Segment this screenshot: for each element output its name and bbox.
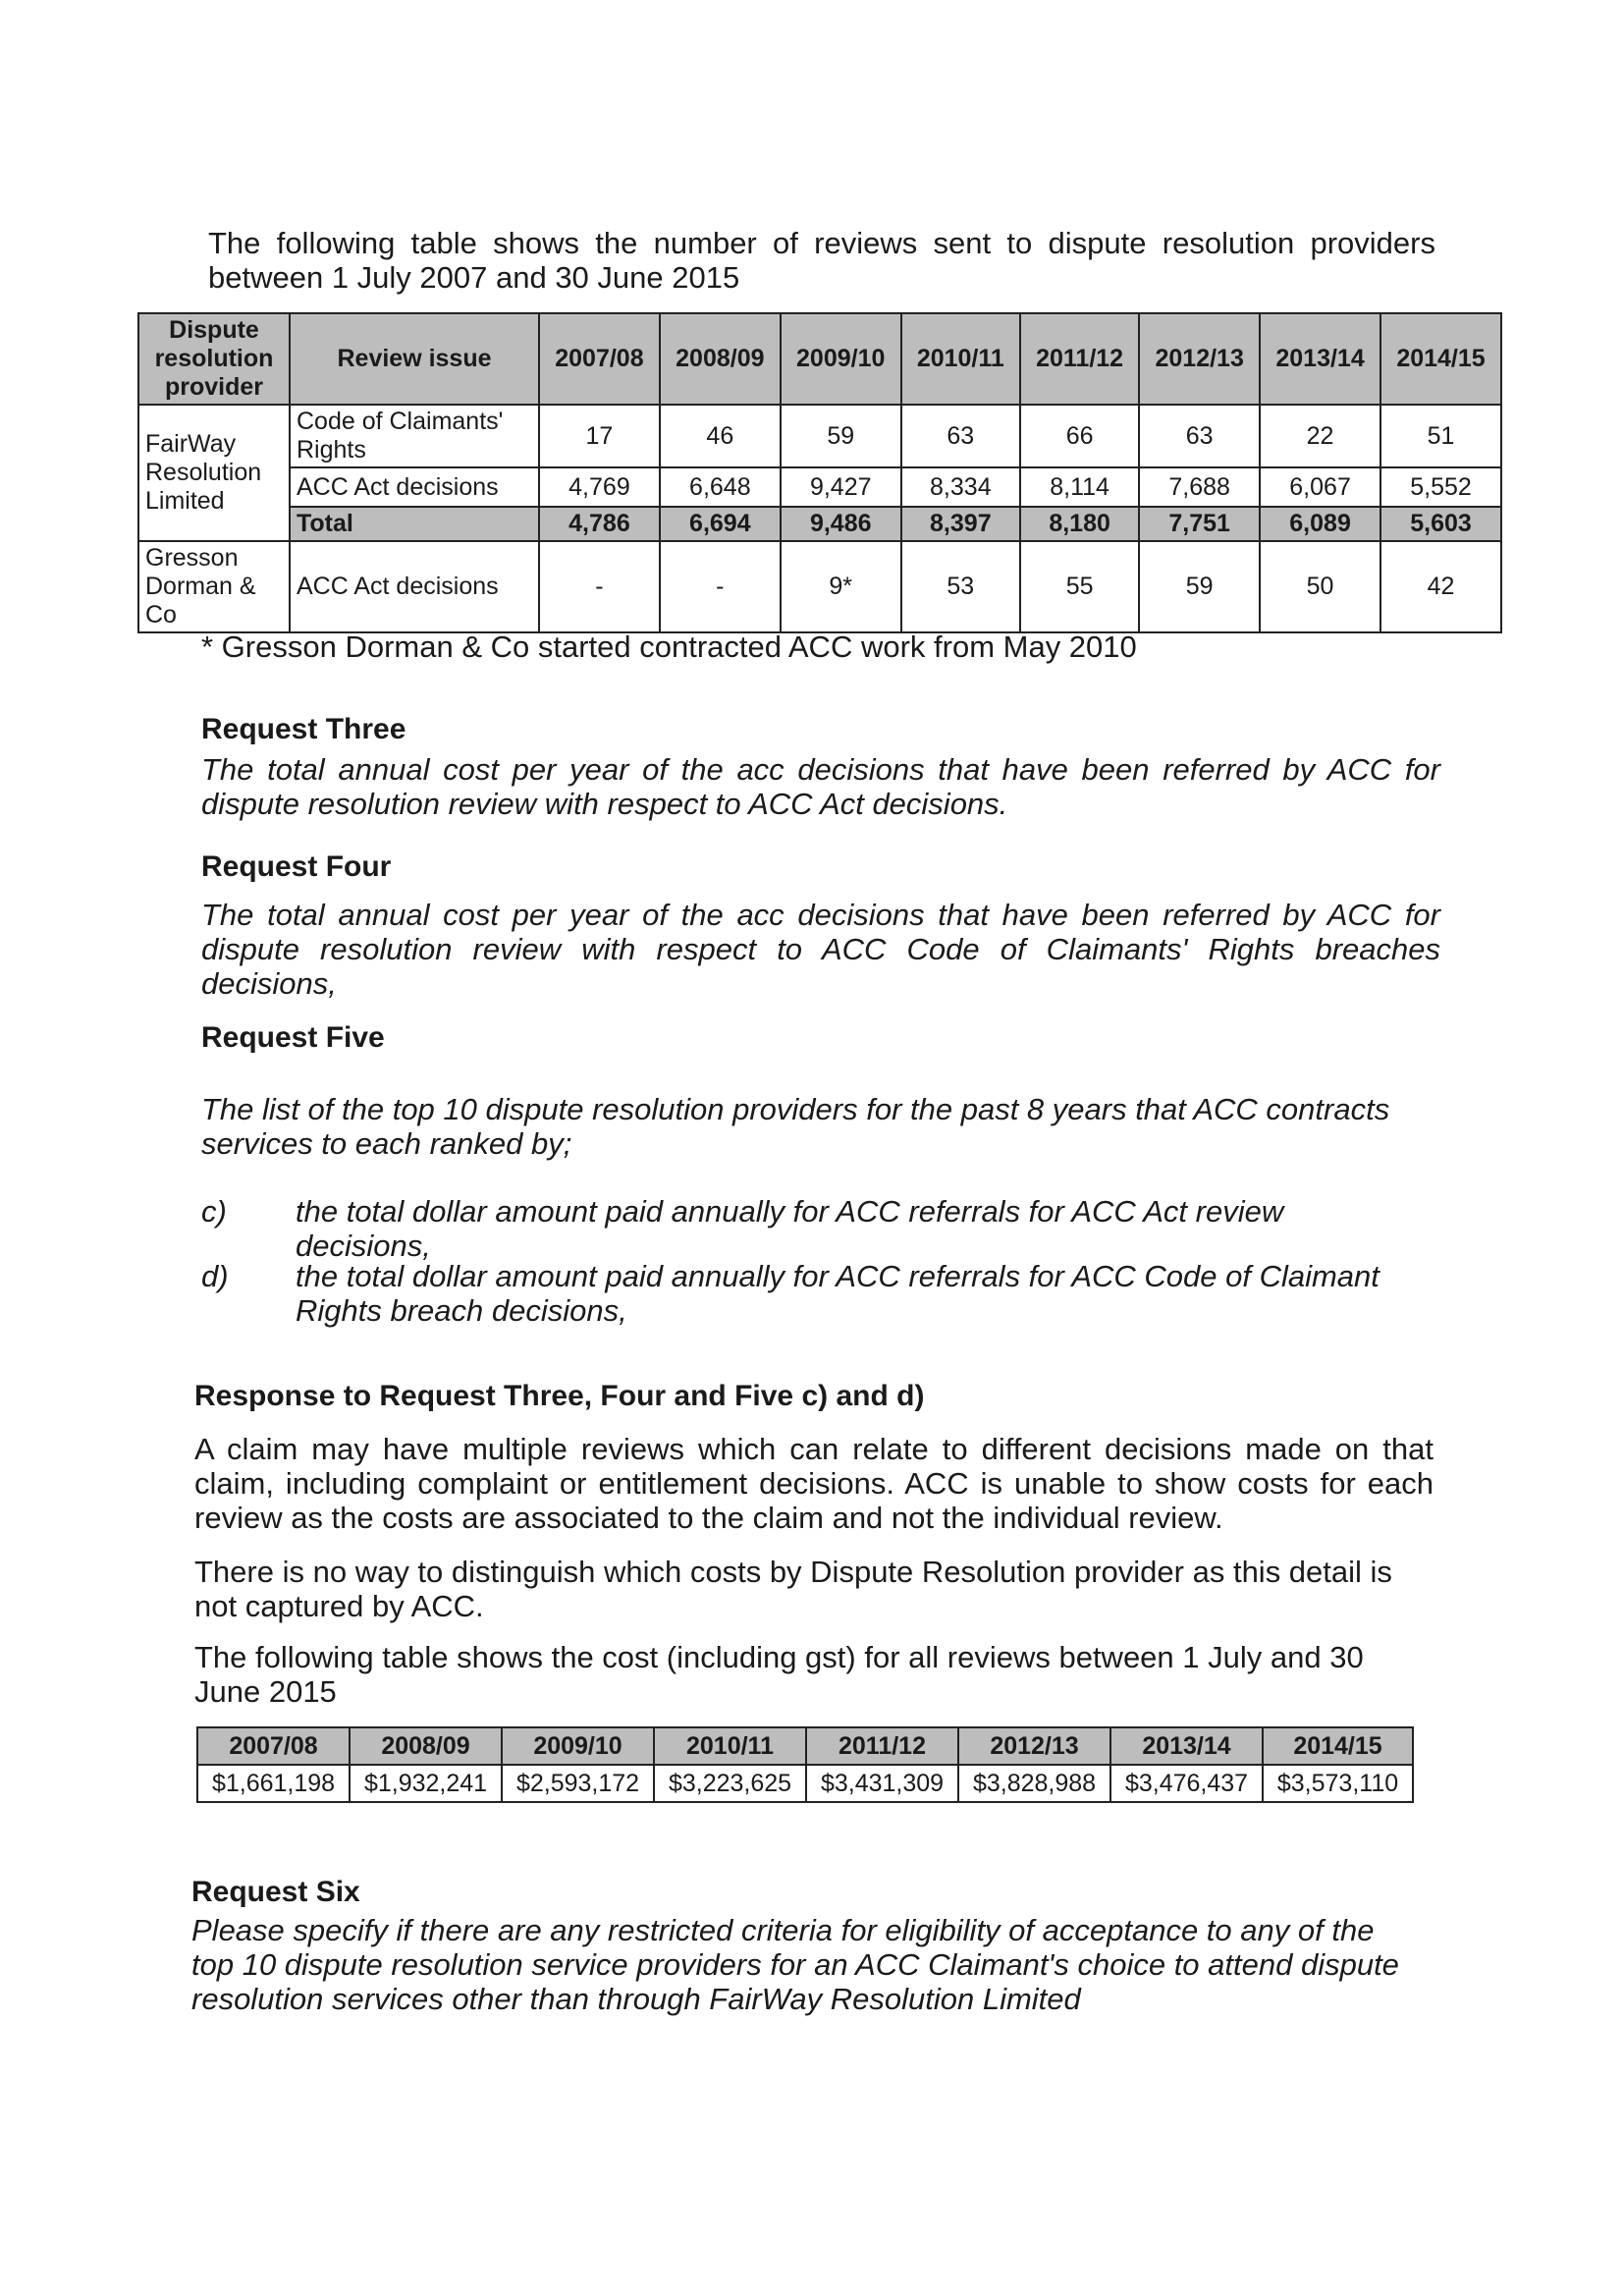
value-cell: 66 <box>1020 405 1139 467</box>
col-header: 2007/08 <box>197 1727 350 1765</box>
value-cell: $1,661,198 <box>197 1765 350 1802</box>
request-five-text: The list of the top 10 dispute resolution providers for the past 8 years that ACC contracts services to each ranked by; <box>201 1092 1390 1161</box>
request-four-heading: Request Four <box>201 850 392 883</box>
col-header: 2013/14 <box>1110 1727 1263 1765</box>
reviews-table-header <box>138 313 1501 405</box>
response-heading: Response to Request Three, Four and Five c) and d) <box>194 1380 925 1412</box>
cost-table-header <box>197 1727 1413 1765</box>
response-paragraph-3: The following table shows the cost (including gst) for all reviews between 1 July and 30 June 2015 <box>194 1640 1364 1709</box>
response-paragraph-1: A claim may have multiple reviews which can relate to different decisions made on that claim, including complaint or entitlement decisions. ACC is unable to show costs for each review as the costs are associated to the claim and not the individual review. <box>194 1432 1434 1535</box>
value-cell: 17 <box>539 405 660 467</box>
col-header: 2010/11 <box>901 313 1020 405</box>
list-label: d) <box>201 1259 229 1293</box>
provider-cell: Gresson Dorman & Co <box>138 541 290 632</box>
value-cell: 9* <box>781 541 901 632</box>
provider-cell: FairWay Resolution Limited <box>138 405 290 541</box>
intro-paragraph: The following table shows the number of reviews sent to dispute resolution providers between 1 July 2007 and 30 June 2015 <box>208 226 1435 295</box>
value-cell: - <box>660 541 781 632</box>
value-cell: $3,573,110 <box>1263 1765 1413 1802</box>
table-row <box>138 405 1501 467</box>
value-cell: - <box>539 541 660 632</box>
list-text: the total dollar amount paid annually for ACC referrals for ACC Code of Claimant Rights breach decisions, <box>296 1259 1380 1328</box>
value-cell: 22 <box>1260 405 1380 467</box>
value-cell: 5,552 <box>1380 467 1501 507</box>
col-header: 2012/13 <box>958 1727 1110 1765</box>
value-cell: 6,694 <box>660 507 781 541</box>
issue-cell: Total <box>290 507 539 541</box>
value-cell: 42 <box>1380 541 1501 632</box>
list-label: c) <box>201 1194 227 1229</box>
list-text: the total dollar amount paid annually for ACC referrals for ACC Act review decisions, <box>296 1194 1284 1263</box>
value-cell: 6,089 <box>1260 507 1380 541</box>
col-header: 2011/12 <box>1020 313 1139 405</box>
value-cell: 51 <box>1380 405 1501 467</box>
col-header: Dispute resolution provider <box>138 313 290 405</box>
value-cell: 8,334 <box>901 467 1020 507</box>
value-cell: $2,593,172 <box>502 1765 654 1802</box>
value-cell: 8,180 <box>1020 507 1139 541</box>
value-cell: 50 <box>1260 541 1380 632</box>
issue-cell: Code of Claimants' Rights <box>290 405 539 467</box>
value-cell: 55 <box>1020 541 1139 632</box>
request-four-text: The total annual cost per year of the acc decisions that have been referred by ACC for dispute resolution review with respect to ACC Code of Claimants' Rights breaches decisions, <box>201 898 1440 1001</box>
table-row <box>197 1765 1413 1802</box>
value-cell: 7,688 <box>1139 467 1260 507</box>
list-item-d <box>201 1259 1440 1330</box>
col-header: 2012/13 <box>1139 313 1260 405</box>
value-cell: 6,648 <box>660 467 781 507</box>
table-row <box>138 541 1501 632</box>
value-cell: $3,828,988 <box>958 1765 1110 1802</box>
value-cell: 9,427 <box>781 467 901 507</box>
col-header: 2009/10 <box>502 1727 654 1765</box>
request-three-heading: Request Three <box>201 713 406 745</box>
issue-cell: ACC Act decisions <box>290 467 539 507</box>
value-cell: $1,932,241 <box>350 1765 502 1802</box>
value-cell: 63 <box>901 405 1020 467</box>
value-cell: 8,114 <box>1020 467 1139 507</box>
cost-table <box>196 1726 1414 1803</box>
col-header: 2013/14 <box>1260 313 1380 405</box>
total-row <box>138 507 1501 541</box>
value-cell: 59 <box>1139 541 1260 632</box>
value-cell: 4,786 <box>539 507 660 541</box>
col-header: 2014/15 <box>1263 1727 1413 1765</box>
request-six-text: Please specify if there are any restricted criteria for eligibility of acceptance to any of the top 10 dispute resolution service providers for an ACC Claimant's choice to attend dispute resolution services other than through FairWay Resolution Limited <box>191 1913 1399 2016</box>
table-footnote: * Gresson Dorman & Co started contracted ACC work from May 2010 <box>201 629 1137 664</box>
value-cell: 59 <box>781 405 901 467</box>
value-cell: 5,603 <box>1380 507 1501 541</box>
value-cell: $3,223,625 <box>654 1765 806 1802</box>
col-header: 2011/12 <box>806 1727 958 1765</box>
col-header: 2007/08 <box>539 313 660 405</box>
request-five-heading: Request Five <box>201 1021 385 1054</box>
value-cell: 46 <box>660 405 781 467</box>
value-cell: $3,476,437 <box>1110 1765 1263 1802</box>
request-three-text: The total annual cost per year of the acc decisions that have been referred by ACC for dispute resolution review with respect to ACC Act decisions. <box>201 752 1440 821</box>
response-paragraph-2: There is no way to distinguish which costs by Dispute Resolution provider as this detail is not captured by ACC. <box>194 1555 1392 1623</box>
col-header: 2014/15 <box>1380 313 1501 405</box>
list-item-c <box>201 1194 1440 1263</box>
value-cell: $3,431,309 <box>806 1765 958 1802</box>
value-cell: 53 <box>901 541 1020 632</box>
value-cell: 9,486 <box>781 507 901 541</box>
request-six-heading: Request Six <box>191 1876 360 1908</box>
col-header: 2008/09 <box>660 313 781 405</box>
value-cell: 7,751 <box>1139 507 1260 541</box>
value-cell: 4,769 <box>539 467 660 507</box>
col-header: 2010/11 <box>654 1727 806 1765</box>
value-cell: 8,397 <box>901 507 1020 541</box>
col-header: 2008/09 <box>350 1727 502 1765</box>
issue-cell: ACC Act decisions <box>290 541 539 632</box>
table-row <box>138 467 1501 507</box>
reviews-table <box>137 312 1502 633</box>
value-cell: 63 <box>1139 405 1260 467</box>
col-header: Review issue <box>290 313 539 405</box>
value-cell: 6,067 <box>1260 467 1380 507</box>
col-header: 2009/10 <box>781 313 901 405</box>
